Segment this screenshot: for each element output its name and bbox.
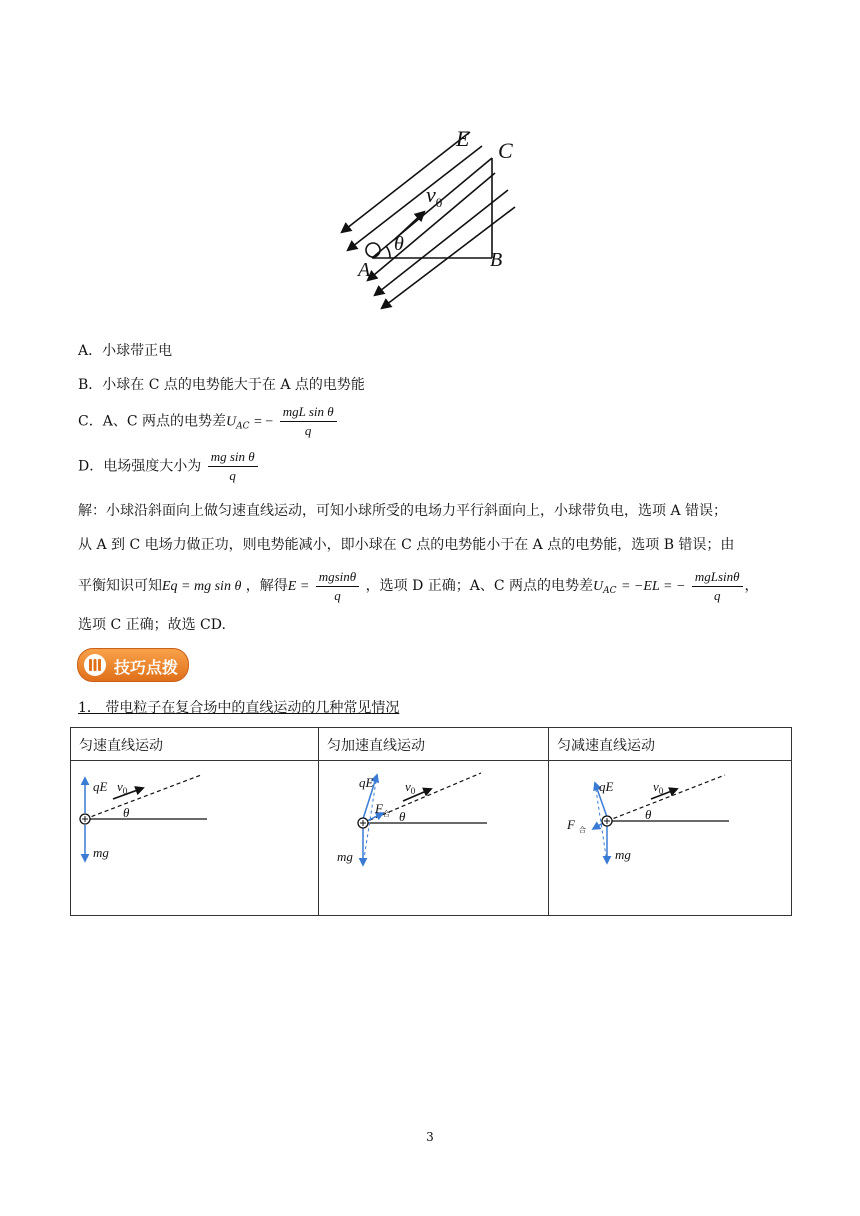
- svg-text:mg: mg: [337, 849, 353, 864]
- label-B: B: [490, 249, 503, 271]
- book-icon: [84, 654, 106, 676]
- svg-text:F合: F $_合$: [567, 817, 586, 834]
- svg-text:F合: $F_合$: [375, 801, 390, 818]
- label-A: A: [358, 259, 371, 281]
- svg-text:mg: mg: [93, 845, 109, 860]
- fraction-c: $\frac{\text{mgL sin θ}}{q}$: [280, 403, 337, 440]
- fraction-d: $\frac{\text{mg sin θ}}{q}$: [208, 448, 258, 485]
- tips-label: 技巧点拨: [114, 658, 179, 677]
- page-number: 3: [426, 1130, 434, 1144]
- header-accelerate: 匀加速直线运动: [319, 728, 549, 761]
- header-uniform: 匀速直线运动: [71, 728, 319, 761]
- accelerate-force-diagram: [319, 761, 548, 911]
- svg-text:v0: $v_0$: [405, 779, 416, 796]
- svg-text:qE: qE: [93, 779, 108, 794]
- cell-accelerate: [319, 761, 549, 916]
- svg-text:θ: θ: [123, 805, 130, 820]
- solution-line-2: 从 A 到 C 电场力做正功，则电势能减小，即小球在 C 点的电势能小于在 A 点的电势能，选项 B 错误；由: [78, 537, 735, 553]
- decelerate-force-diagram: [549, 761, 791, 911]
- uniform-force-diagram: [71, 761, 318, 911]
- fraction-uac: $\frac{\text{mgLsinθ}}{q}$: [692, 568, 743, 605]
- svg-text:θ: θ: [399, 809, 406, 824]
- svg-text:qE: qE: [359, 775, 374, 790]
- solution-line-4: 选项 C 正确；故选 CD.: [78, 617, 226, 633]
- motion-table: [70, 727, 792, 916]
- label-v0: $v_0$: [426, 182, 443, 210]
- option-c: C．A、C 两点的电势差$U_{AC}$ = − $\frac{\text{mgL sin θ}}{q}$: [78, 403, 339, 445]
- svg-text:qE: qE: [599, 779, 614, 794]
- label-theta: θ: [394, 233, 404, 255]
- cell-decelerate: [549, 761, 792, 916]
- field-line-1: [342, 132, 470, 232]
- cell-uniform: [71, 761, 319, 916]
- solution-line-1: 解：小球沿斜面向上做匀速直线运动，可知小球所受的电场力平行斜面向上，小球带负电，选项 A 错误；: [78, 503, 728, 519]
- option-d-text: D．电场强度大小为: [78, 458, 202, 475]
- fraction-e: $\frac{mgsin\theta}{q}$: [316, 568, 359, 605]
- option-c-text: C．A、C 两点的电势差: [78, 413, 226, 430]
- svg-text:v0: $v_0$: [117, 779, 128, 796]
- svg-text:v0: $v_0$: [653, 779, 664, 796]
- ball: [366, 243, 380, 257]
- option-a: A．小球带正电: [78, 343, 173, 359]
- label-C: C: [498, 138, 513, 163]
- label-E: E: [456, 126, 470, 151]
- svg-text:mg: mg: [615, 847, 631, 862]
- solution-line-3: 平衡知识可知Eq = mg sin θ ，解得E = $\frac{mgsin\theta}{q}$ ，选项 D 正确；A、C 两点的电势差$U_{AC} = -EL$ = − $\frac{\text{mgLsinθ}}{q}$ ，: [78, 568, 759, 603]
- header-decelerate: 匀减速直线运动: [549, 728, 792, 761]
- section-title: 1． 带电粒子在复合场中的直线运动的几种常见情况: [78, 700, 400, 716]
- option-b: B．小球在 C 点的电势能大于在 A 点的电势能: [78, 377, 365, 393]
- incline-field-diagram: [330, 120, 530, 315]
- tips-badge: [77, 648, 189, 682]
- incline-hypotenuse: [372, 158, 492, 258]
- option-d: [78, 448, 260, 485]
- svg-text:θ: θ: [645, 807, 652, 822]
- field-line-2: [348, 146, 482, 250]
